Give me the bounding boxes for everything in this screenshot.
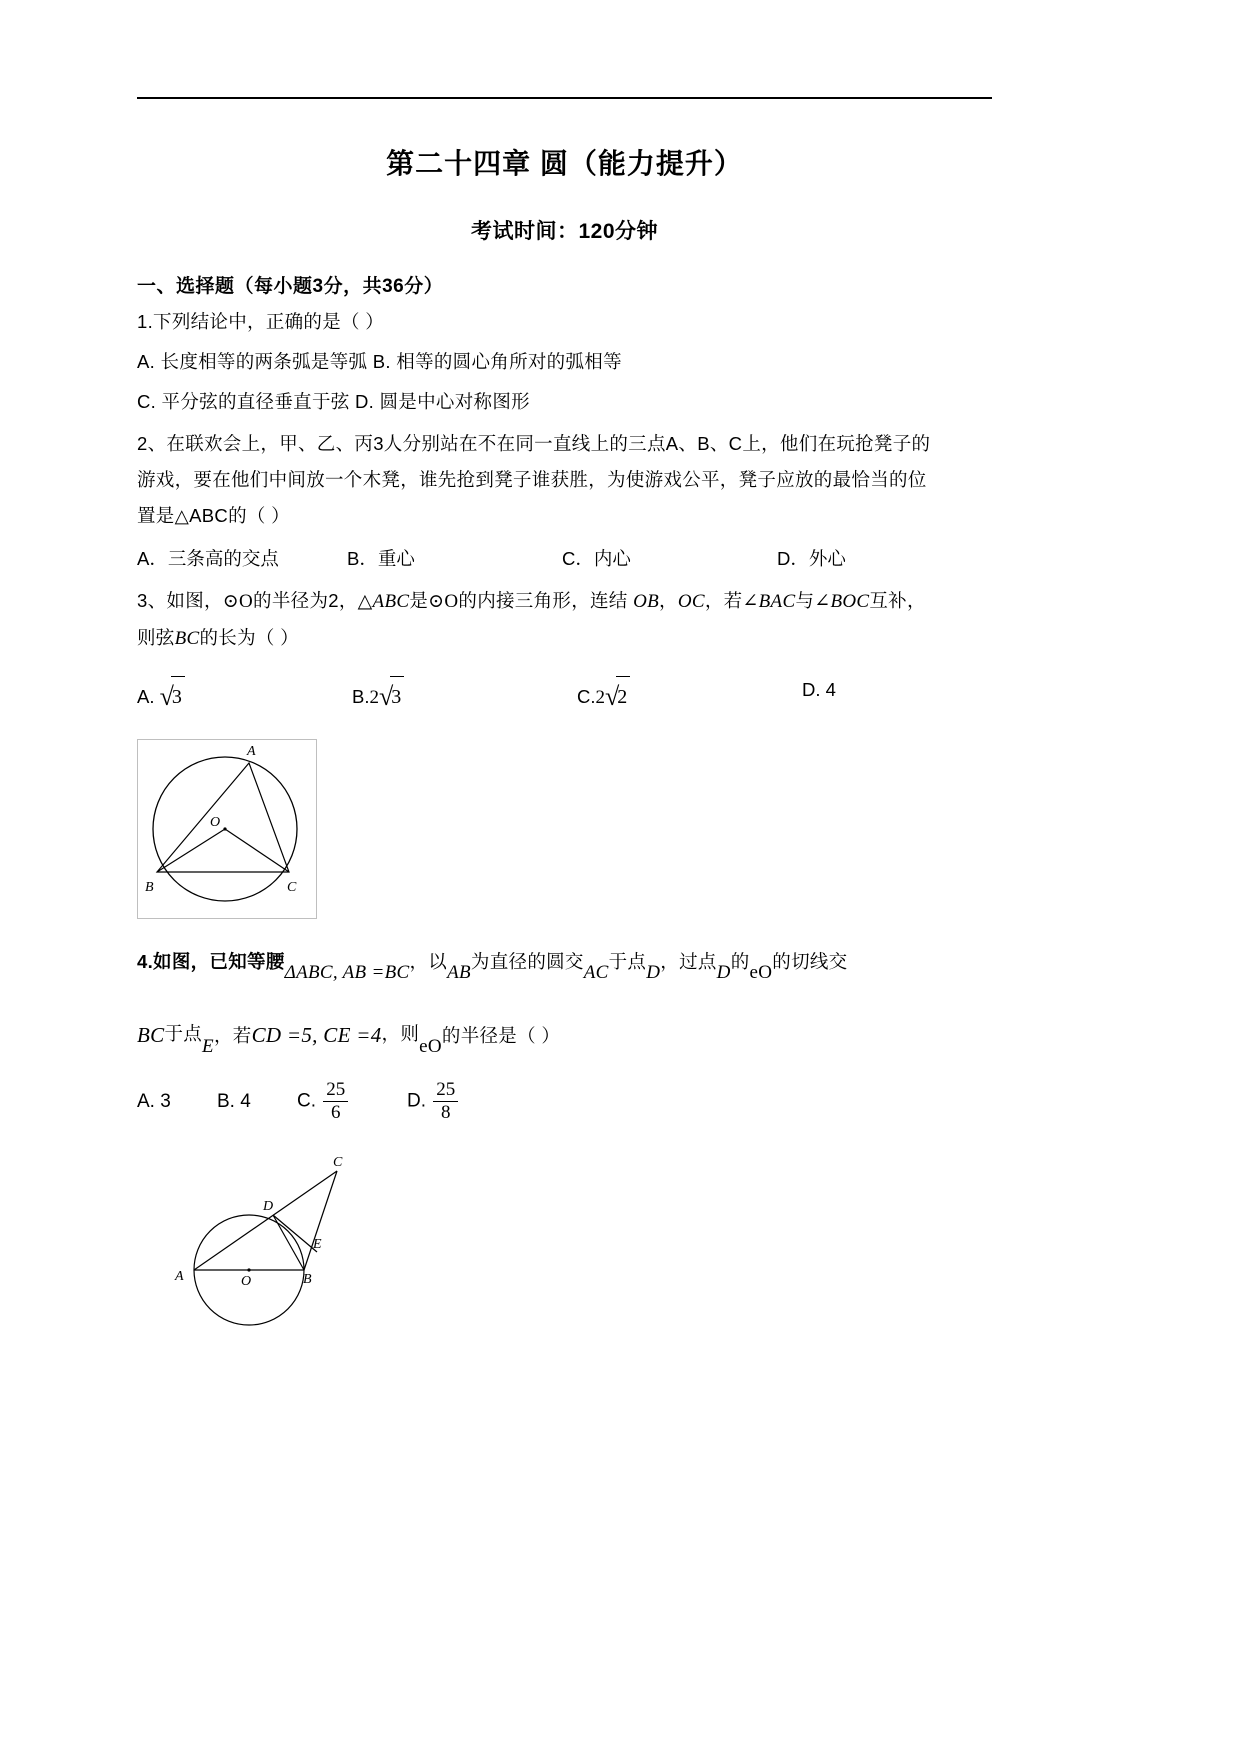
figure3-label-c: C bbox=[287, 880, 297, 896]
q4-math-4: D bbox=[646, 962, 661, 984]
question-3-stem-line-1 bbox=[137, 583, 992, 620]
q4-math-6: eO bbox=[749, 962, 773, 984]
q4-l2-text-2: ，若 bbox=[213, 1024, 252, 1046]
figure4-label-e: E bbox=[313, 1237, 322, 1253]
question-2-options bbox=[137, 540, 992, 577]
question-3-option-d: D. 4 bbox=[802, 679, 836, 701]
circle-inscribed-triangle-diagram bbox=[137, 739, 317, 919]
question-4-option-d bbox=[407, 1079, 460, 1124]
question-4-option-b: B. 4 bbox=[217, 1090, 251, 1112]
q3-line2-a: 则弦 bbox=[137, 627, 175, 649]
figure3-label-o: O bbox=[210, 815, 221, 831]
q4-math-5: D bbox=[716, 962, 731, 984]
q4-math-1: ΔABC, AB =BC bbox=[284, 962, 410, 984]
q3-opt-a-radicand: 3 bbox=[171, 676, 185, 717]
q3-circle-o-2: ⊙O bbox=[428, 590, 459, 612]
q3-opt-a-label: A. bbox=[137, 686, 155, 708]
question-2-option-b: B．重心 bbox=[347, 547, 415, 569]
q3-segment-ob: OB bbox=[633, 590, 659, 612]
q4-text-7: 的切线交 bbox=[772, 951, 848, 973]
question-4-option-a: A. 3 bbox=[137, 1090, 171, 1112]
q3-segment-oc: OC bbox=[677, 590, 705, 612]
question-3-options bbox=[137, 671, 992, 723]
q3-text-6: 与 bbox=[795, 589, 815, 611]
q4-opt-d-label: D. bbox=[407, 1090, 426, 1112]
question-2-option-c: C．内心 bbox=[562, 547, 631, 569]
question-3-stem-line-2 bbox=[137, 620, 992, 657]
q3-opt-b-label: B. bbox=[352, 686, 370, 708]
q4-text-4: 于点 bbox=[608, 951, 647, 973]
q3-opt-c-coef: 2 bbox=[595, 687, 605, 709]
q4-opt-c-numerator: 25 bbox=[326, 1079, 346, 1101]
q3-text-3: 是 bbox=[409, 589, 429, 611]
question-2-stem-line-3: 置是△ABC的（ ） bbox=[137, 504, 290, 526]
q4-math-3: AC bbox=[583, 962, 609, 984]
q3-text-7: 互补， bbox=[869, 589, 926, 611]
q4-opt-d-numerator: 25 bbox=[436, 1079, 456, 1101]
q4-text-5: ，过点 bbox=[660, 951, 717, 973]
question-1-options-line-2: C. 平分弦的直径垂直于弦 D. 圆是中心对称图形 bbox=[137, 390, 530, 412]
q3-text-2: 的半径为2， bbox=[253, 589, 358, 611]
question-3-option-b bbox=[352, 671, 577, 723]
page-title: 第二十四章 圆（能力提升） bbox=[386, 148, 743, 179]
figure4-label-d: D bbox=[263, 1199, 274, 1215]
sqrt-icon-a: √3 bbox=[160, 671, 185, 723]
figure4-label-b: B bbox=[303, 1272, 312, 1288]
q3-text-5: ，若 bbox=[704, 589, 743, 611]
question-4-option-c bbox=[297, 1079, 407, 1124]
q3-text-1: 3、如图， bbox=[137, 589, 223, 611]
question-1-options-line-1: A. 长度相等的两条弧是等弧 B. 相等的圆心角所对的弧相等 bbox=[137, 350, 622, 372]
q4-l2-math-4: eO bbox=[419, 1035, 442, 1057]
q3-comma-1: ， bbox=[659, 589, 678, 611]
q4-opt-c-denominator: 6 bbox=[323, 1101, 348, 1124]
q4-text-6: 的 bbox=[730, 951, 750, 973]
q3-angle-bac: ∠BAC bbox=[742, 590, 796, 612]
question-3-figure bbox=[137, 739, 992, 924]
q4-l2-math-2: E bbox=[202, 1035, 214, 1057]
q3-triangle-abc: △ABC bbox=[357, 590, 410, 612]
question-4-stem-line-1 bbox=[137, 950, 992, 984]
q3-line2-b: 的长为（ ） bbox=[199, 627, 299, 649]
question-4-options bbox=[137, 1079, 992, 1124]
q3-chord-bc: BC bbox=[174, 628, 200, 650]
q4-text-3: 为直径的圆交 bbox=[470, 951, 584, 973]
q4-l2-text-3: ，则 bbox=[381, 1022, 420, 1044]
q4-l2-text-1: 于点 bbox=[164, 1022, 203, 1044]
exam-duration: 考试时间：120分钟 bbox=[470, 219, 659, 243]
fraction-25-8 bbox=[433, 1079, 458, 1124]
q3-angle-boc: ∠BOC bbox=[814, 590, 870, 612]
q4-text-1: 4.如图，已知等腰 bbox=[137, 951, 285, 973]
question-2-stem-line-1: 2、在联欢会上，甲、乙、丙3人分别站在不在同一直线上的三点A、B、C上，他们在玩抢凳子的 bbox=[137, 432, 931, 454]
question-3-option-c bbox=[577, 671, 802, 723]
question-4-stem-line-2 bbox=[137, 1022, 992, 1057]
figure3-label-a: A bbox=[247, 744, 256, 760]
q4-opt-c-label: C. bbox=[297, 1090, 316, 1112]
q4-text-2: ，以 bbox=[409, 951, 448, 973]
figure4-label-c: C bbox=[333, 1155, 343, 1171]
question-3-option-a bbox=[137, 671, 352, 723]
section-heading-choice: 一、选择题（每小题3分，共36分） bbox=[137, 275, 444, 297]
question-2-stem-line-2: 游戏，要在他们中间放一个木凳，谁先抢到凳子谁获胜，为使游戏公平，凳子应放的最恰当的位 bbox=[137, 468, 927, 490]
q3-opt-c-radicand: 2 bbox=[616, 676, 630, 717]
question-2-option-d: D．外心 bbox=[777, 547, 846, 569]
tangent-circle-triangle-diagram bbox=[137, 1148, 367, 1333]
sqrt-icon-c: √2 bbox=[605, 671, 630, 723]
figure4-label-o: O bbox=[241, 1274, 252, 1290]
sqrt-icon-b: √3 bbox=[379, 671, 404, 723]
q4-math-2: AB bbox=[447, 962, 471, 984]
q4-l2-math-3: CD =5, CE =4 bbox=[251, 1022, 382, 1047]
q3-opt-c-label: C. bbox=[577, 686, 596, 708]
q3-opt-b-coef: 2 bbox=[369, 687, 379, 709]
q3-text-4: 的内接三角形，连结 bbox=[458, 589, 628, 611]
question-4-figure bbox=[137, 1148, 992, 1338]
figure3-label-b: B bbox=[145, 880, 154, 896]
header-divider bbox=[137, 97, 992, 99]
question-1-stem: 1.下列结论中，正确的是（ ） bbox=[137, 310, 385, 332]
q4-opt-d-denominator: 8 bbox=[433, 1101, 458, 1124]
q3-opt-b-radicand: 3 bbox=[390, 676, 404, 717]
figure4-label-a: A bbox=[175, 1269, 184, 1285]
question-2-option-a: A．三条高的交点 bbox=[137, 547, 279, 569]
q4-l2-text-4: 的半径是（ ） bbox=[441, 1024, 561, 1046]
fraction-25-6 bbox=[323, 1079, 348, 1124]
q3-circle-o-1: ⊙O bbox=[222, 590, 254, 612]
page-content bbox=[137, 0, 992, 1338]
q4-l2-math-1: BC bbox=[137, 1022, 165, 1047]
